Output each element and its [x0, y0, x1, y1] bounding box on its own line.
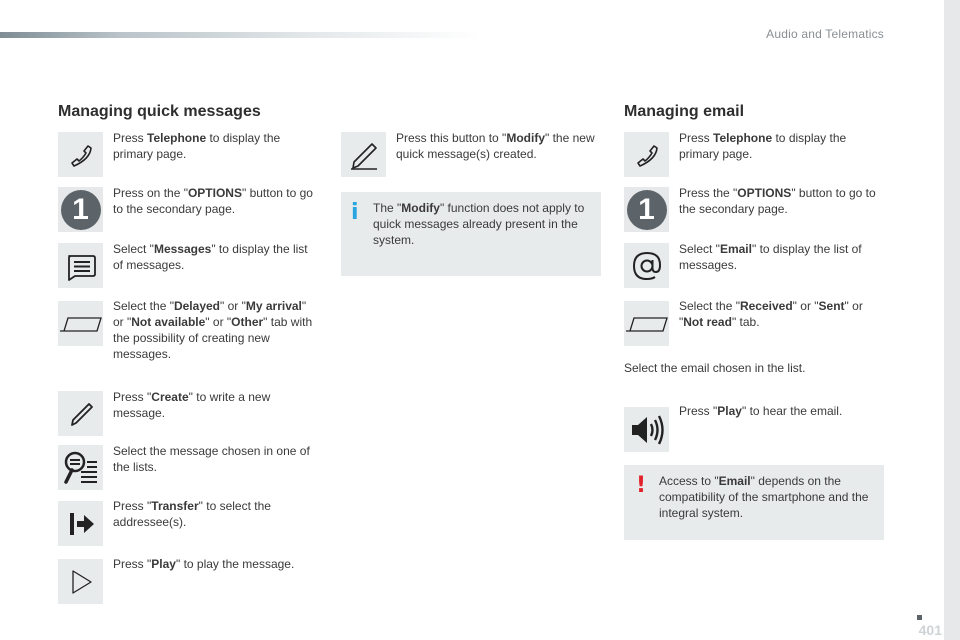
- step-text: Press the "OPTIONS" button to go to the secondary page.: [679, 186, 876, 216]
- step-number-1: 1: [624, 187, 669, 232]
- tab-shape-icon: [624, 301, 669, 346]
- message-list-icon: [58, 243, 103, 288]
- step-text: Select the message chosen in one of the lists.: [113, 444, 310, 474]
- list-search-icon: [58, 445, 103, 490]
- step-text: Press "Play" to play the message.: [113, 557, 295, 571]
- select-email-text: Select the email chosen in the list.: [624, 361, 806, 375]
- play-icon: [58, 559, 103, 604]
- phone-handset-icon: [58, 132, 103, 177]
- note-text: The "Modify" function does not apply to quick messages already present in the system.: [373, 201, 585, 247]
- pencil-icon: [58, 391, 103, 436]
- step-text: Press on the "OPTIONS" button to go to the secondary page.: [113, 186, 313, 216]
- at-sign-icon: [624, 243, 669, 288]
- step-text: Press Telephone to display the primary page.: [679, 131, 847, 161]
- speaker-icon: [624, 407, 669, 452]
- step-text: Select the "Received" or "Sent" or "Not read" tab.: [679, 299, 863, 329]
- email-title: Managing email: [624, 103, 745, 120]
- quick-messages-title: Managing quick messages: [58, 103, 261, 120]
- page-edge-strip: [944, 0, 960, 640]
- transfer-arrow-icon: [58, 501, 103, 546]
- note-text: Access to "Email" depends on the compatibility of the smartphone and the integral system.: [659, 474, 869, 520]
- step-text: Select "Messages" to display the list of messages.: [113, 242, 308, 272]
- step-text: Press "Play" to hear the email.: [679, 404, 843, 418]
- header-rule: [0, 32, 480, 38]
- page-number: 401: [918, 622, 942, 638]
- step-text: Select the "Delayed" or "My arrival" or "Not available" or "Other" tab with the possibility of creating new messages.: [113, 299, 313, 361]
- step-text: Press "Create" to write a new message.: [113, 390, 271, 420]
- modify-text: Press this button to "Modify" the new quick message(s) created.: [396, 131, 595, 161]
- step-number-1: 1: [58, 187, 103, 232]
- email-warning-note: [624, 465, 884, 540]
- phone-handset-icon: [624, 132, 669, 177]
- footer-marker: [917, 615, 922, 620]
- step-text: Press Telephone to display the primary page.: [113, 131, 281, 161]
- modify-pencil-icon: [341, 132, 386, 177]
- warning-icon: !: [636, 473, 647, 498]
- tab-shape-icon: [58, 301, 103, 346]
- info-icon: i: [351, 200, 359, 225]
- section-header: Audio and Telematics: [766, 27, 884, 41]
- step-text: Press "Transfer" to select the addressee(s).: [113, 499, 271, 529]
- modify-info-note: [341, 192, 601, 276]
- step-text: Select "Email" to display the list of messages.: [679, 242, 862, 272]
